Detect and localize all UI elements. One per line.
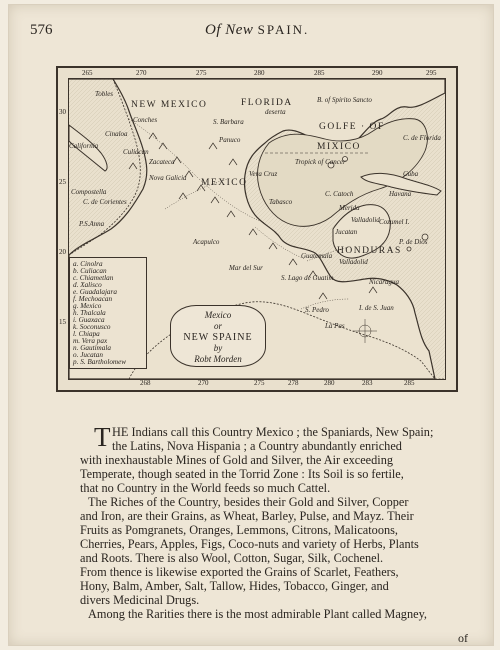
label-panuco: Panuco	[219, 136, 241, 144]
label-conches: Conches	[133, 116, 158, 124]
label-honduras-valladolid: Valladolid	[339, 258, 368, 266]
label-cinaloa: Cinaloa	[105, 130, 128, 138]
legend-item: k. Soconusco	[73, 323, 111, 331]
legend-item: p. S. Bartholomew	[73, 358, 127, 366]
text-line: Among the Rarities there is the most admirable Plant called Magney,	[88, 607, 427, 621]
text-line: The Riches of the Country, besides their Gold and Silver, Copper	[88, 495, 409, 509]
label-spirito-sancto: B. of Spirito Sancto	[317, 96, 372, 104]
cartouche-line: or	[213, 321, 222, 331]
legend-item: b. Culiacan	[73, 267, 107, 275]
degree-top-4: 280	[254, 69, 265, 77]
degree-bottom-1: 268	[140, 379, 151, 387]
text-line: and Iron, are their Grains, as Wheat, Barley, Pulse, and Mayz. Their	[80, 509, 414, 523]
island-4	[407, 247, 411, 251]
legend-item: c. Chiametlan	[73, 274, 114, 282]
legend-item: g. Mexico	[73, 302, 102, 310]
map-cartouche	[170, 305, 266, 367]
text-line: From thence is likewise exported the Grains of Scarlet, Feathers,	[80, 565, 399, 579]
cartouche-line: by	[213, 343, 223, 353]
degree-top-7: 295	[426, 69, 437, 77]
label-nova-galicia: Nova Galicia	[149, 174, 187, 182]
label-florida: FLORIDA	[241, 98, 293, 108]
legend-item: m. Vera pax	[73, 337, 108, 345]
label-santa-barbara: S. Barbara	[213, 118, 244, 126]
map-area	[68, 78, 446, 380]
degree-bottom-3: 275	[254, 379, 265, 387]
label-cuba: Cuba	[403, 170, 419, 178]
degree-bottom-7: 285	[404, 379, 415, 387]
text-line: HE Indians call this Country Mexico ; the Spaniards, New Spain;	[112, 425, 434, 439]
label-c-de-corientes: C. de Corientes	[83, 198, 127, 206]
label-c-catoch: C. Catoch	[325, 190, 354, 198]
text-line: Cherries, Pears, Apples, Figs, Coco-nuts and variety of Herbs, Plants	[80, 537, 419, 551]
running-head-prefix: Of New	[205, 22, 254, 38]
text-line: divers Medicinal Drugs.	[80, 593, 200, 607]
label-la-paz: La Pas	[325, 322, 345, 330]
catchword: of	[458, 631, 468, 645]
degree-top-2: 270	[136, 69, 147, 77]
cartouche-line: Mexico	[204, 310, 232, 320]
map-figure	[56, 66, 458, 392]
degree-top-3: 275	[196, 69, 207, 77]
text-line: and Roots. There is also Wool, Cotton, Sugar, Silk, Cochenel.	[80, 551, 384, 565]
label-mar-del-sur: Mar del Sur	[229, 264, 263, 272]
legend-item: o. Jucatan	[73, 351, 103, 359]
text-line: Fruits as Pomgranets, Oranges, Lemmons, Citrons, Malicatoons,	[80, 523, 398, 537]
label-guatemala: Guatemala	[301, 252, 333, 260]
map-legend	[69, 257, 147, 369]
label-st-pedro: S. Pedro	[305, 306, 329, 314]
legend-item: n. Gautimala	[73, 344, 111, 352]
legend-item: f. Mechoacan	[73, 295, 113, 303]
label-honduras: HONDURAS	[337, 246, 402, 256]
label-tabasco: Tabasco	[269, 198, 293, 206]
label-culiacan: Culiacan	[123, 148, 149, 156]
text-line: with inexhaustable Mines of Gold and Silver, the Air exceeding	[80, 453, 394, 467]
label-puerto-dios: P. de Dios	[399, 238, 428, 246]
legend-item: e. Guadalajara	[73, 288, 117, 296]
degree-top-5: 285	[314, 69, 325, 77]
legend-item: i. Guaxaca	[73, 316, 105, 324]
text-line: the Latins, Nova Hispania ; a Country abundantly enriched	[112, 439, 402, 453]
label-merida: Merida	[339, 204, 360, 212]
degree-bottom-2: 270	[198, 379, 209, 387]
label-florida-deserta: deserta	[265, 108, 286, 116]
drop-cap: T	[94, 422, 111, 452]
label-tropic: Tropick of Cancer	[295, 158, 346, 166]
label-isla-san-juan: I. de S. Juan	[359, 304, 394, 312]
cartouche-author: Robt Morden	[194, 354, 242, 364]
text-line: Hony, Balm, Amber, Salt, Tallow, Hides, Tobacco, Ginger, and	[80, 579, 389, 593]
degree-left-2: 25	[59, 178, 66, 186]
label-compostella: Compostella	[71, 188, 107, 196]
label-ps-anna: P.S.Anna	[79, 220, 105, 228]
label-acapulco: Acapulco	[193, 238, 220, 246]
label-new-mexico: NEW MEXICO	[131, 100, 208, 110]
degree-left-1: 30	[59, 108, 66, 116]
degree-left-4: 15	[59, 318, 66, 326]
label-mixico: MIXICO	[317, 142, 361, 152]
running-head	[205, 22, 309, 39]
degree-bottom-6: 283	[362, 379, 373, 387]
page-number: 576	[30, 22, 53, 38]
label-nicaragua: Nicaragua	[369, 278, 399, 286]
text-line: Temperate, though seated in the Torrid Zone : Its Soil is so fertile,	[80, 467, 404, 481]
legend-item: l. Chiapa	[73, 330, 100, 338]
label-golfe: GOLFE · OF	[319, 122, 385, 132]
legend-item: h. Thalcala	[73, 309, 106, 317]
cartouche-title: NEW SPAINE	[183, 332, 253, 343]
label-vera-cruz: Vera Cruz	[249, 170, 278, 178]
label-lago-guatim: S. Lago de Guatim	[281, 274, 334, 282]
label-zacatecas: Zacateca	[149, 158, 175, 166]
label-cozumel: Cozumel I.	[379, 218, 410, 226]
label-mexico-city: MEXICO	[201, 178, 248, 188]
label-havana: Havana	[389, 190, 412, 198]
degree-top-1: 265	[82, 69, 93, 77]
label-california: California	[69, 142, 99, 150]
legend-item: a. Cinolra	[73, 260, 103, 268]
label-valladolid: Valladolid	[351, 216, 380, 224]
label-tobles: Tobles	[95, 90, 114, 98]
running-head-caps: SPAIN.	[257, 22, 310, 37]
label-cape-florida: C. de Florida	[403, 134, 441, 142]
degree-bottom-5: 280	[324, 379, 335, 387]
text-line: that no Country in the World feeds so much Cattel.	[80, 481, 331, 495]
degree-top-6: 290	[372, 69, 383, 77]
degree-bottom-4: 278	[288, 379, 299, 387]
label-jucatan: Jucatan	[335, 228, 358, 236]
legend-item: d. Xalisco	[73, 281, 102, 289]
degree-left-3: 20	[59, 248, 66, 256]
